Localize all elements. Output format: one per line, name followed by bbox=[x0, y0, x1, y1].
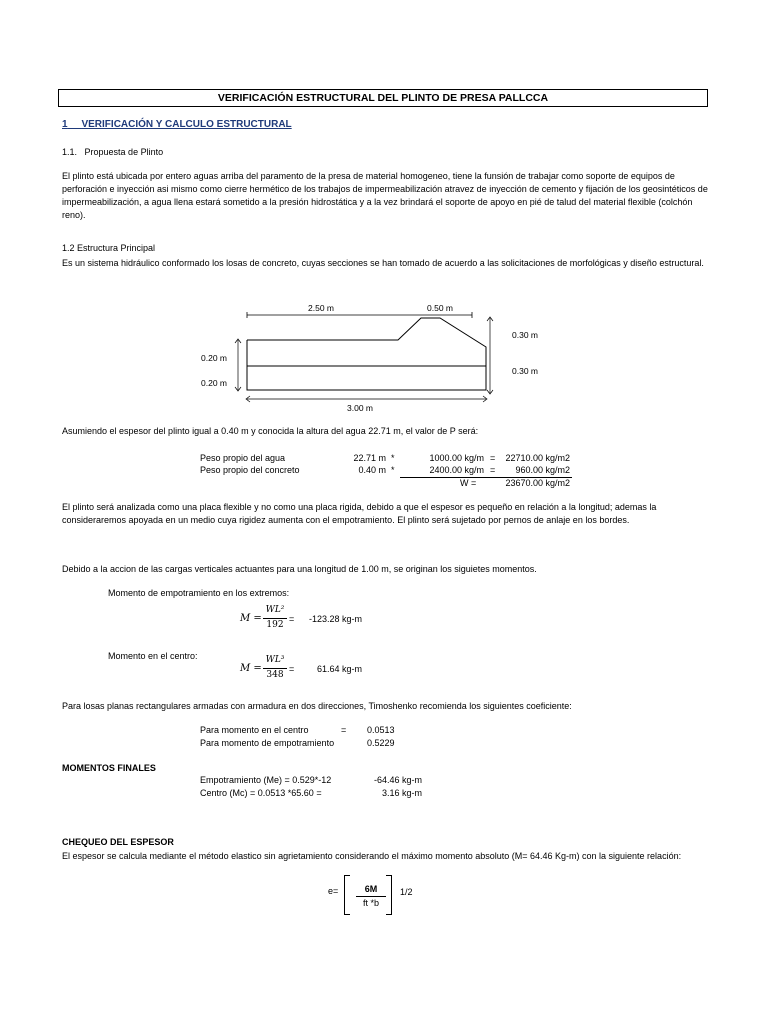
paragraph-loads: Debido a la accion de las cargas verticales actuantes para una longitud de 1.00 m, se originan los siguietes momentos. bbox=[62, 564, 537, 574]
paragraph-timoshenko: Para losas planas rectangulares armadas con armadura en dos direcciones, Timoshenko recomienda los siguientes coeficiente: bbox=[62, 701, 572, 711]
weight-label: Peso propio del concreto bbox=[200, 465, 300, 475]
weight-row-water bbox=[200, 453, 580, 465]
weight-total-row bbox=[460, 478, 570, 490]
subsection-1-2: 1.2 Estructura Principal bbox=[62, 243, 156, 253]
formula-e-lhs: e= bbox=[328, 886, 339, 896]
paragraph-plinto-description: El plinto está ubicada por entero aguas arriba del paramento de la presa de material homogeneo, tiene la funsión de trabajar como soporte de equipos de perforación e inyección asi mismo como cierre hermético de los trabajos de impermeabilización atravez de inyección de cemento y fijación de los geosintéticos de impermeabilización, a agua llena estará sometido a la presión hidrostática y a la vez brindará el soporte de apoyo en pié de talud del material flexible (colchón reno). bbox=[62, 171, 708, 220]
weight-op: * bbox=[391, 453, 395, 463]
dim-left-bottom: 0.20 m bbox=[201, 378, 227, 388]
moment-center-numerator: WL³ bbox=[265, 655, 285, 665]
section-1-heading bbox=[62, 119, 292, 130]
moment-extremes-denominator: 192 bbox=[266, 620, 284, 630]
plinto-section-diagram bbox=[0, 300, 768, 420]
dim-bottom: 3.00 m bbox=[347, 403, 373, 413]
thickness-check-heading: CHEQUEO DEL ESPESOR bbox=[62, 837, 174, 847]
moment-extremes-lhs: M = bbox=[240, 613, 262, 624]
moment-center-value: 61.64 kg-m bbox=[317, 664, 363, 674]
weight-label: Peso propio del agua bbox=[200, 453, 286, 463]
subsection-label: Propuesta de Plinto bbox=[84, 147, 164, 157]
dim-left-top: 0.20 m bbox=[201, 353, 227, 363]
dim-top-left: 2.50 m bbox=[308, 303, 334, 313]
dim-right-top: 0.30 m bbox=[512, 330, 538, 340]
section-label: VERIFICACIÓN Y CALCULO ESTRUCTURAL bbox=[81, 119, 292, 130]
dim-right-bottom: 0.30 m bbox=[512, 366, 538, 376]
formula-left-bracket bbox=[344, 875, 350, 915]
weight-result: 960.00 kg/m2 bbox=[515, 465, 570, 475]
moment-center-eq: = bbox=[289, 664, 295, 674]
weight-density: 2400.00 kg/m bbox=[429, 465, 484, 475]
coef-center-eq: = bbox=[341, 725, 347, 735]
weight-row-concrete bbox=[200, 465, 580, 477]
weight-density: 1000.00 kg/m bbox=[429, 453, 484, 463]
page-title: VERIFICACIÓN ESTRUCTURAL DEL PLINTO DE PRESA PALLCCA bbox=[58, 89, 708, 107]
formula-e-denominator: ft *b bbox=[362, 898, 379, 908]
subsection-1-1 bbox=[62, 147, 163, 157]
coef-center-label: Para momento en el centro bbox=[200, 725, 309, 735]
weight-result: 22710.00 kg/m2 bbox=[505, 453, 570, 463]
final-empot-label: Empotramiento (Me) = 0.529*-12 bbox=[200, 775, 332, 785]
moment-extremes-fraction-line bbox=[263, 618, 287, 619]
final-moments-heading: MOMENTOS FINALES bbox=[62, 763, 156, 773]
weight-total-value: 23670.00 kg/m2 bbox=[505, 478, 570, 488]
moment-center-label: Momento en el centro: bbox=[108, 651, 198, 661]
formula-e-numerator: 6M bbox=[364, 884, 378, 894]
moment-extremes-eq: = bbox=[289, 614, 295, 624]
moment-extremes-value: -123.28 kg-m bbox=[309, 614, 363, 624]
moment-center-fraction-line bbox=[263, 668, 287, 669]
moment-center-denominator: 348 bbox=[266, 670, 284, 680]
paragraph-analysis: El plinto será analizada como una placa flexible y no como una placa rigida, debido a que el espesor es pequeño en relación a la longitud; ademas la consideraremos apoyada en un medio cuya rigidez aumenta con el empotramiento. El plinto será sujetado por pernos de anlaje en los bordes. bbox=[62, 502, 657, 525]
paragraph-structure: Es un sistema hidráulico conformado los losas de concreto, cuyas secciones se han tomado de acuerdo a las solicitaciones de morfológicas y diseño estructural. bbox=[62, 258, 704, 268]
weight-eq: = bbox=[490, 453, 496, 463]
section-number: 1 bbox=[62, 119, 68, 130]
moment-extremes-numerator: WL² bbox=[265, 605, 285, 615]
dim-top-right: 0.50 m bbox=[427, 303, 453, 313]
coef-empot-value: 0.5229 bbox=[367, 738, 395, 748]
formula-e-fraction-line bbox=[356, 896, 386, 897]
paragraph-assumption: Asumiendo el espesor del plinto igual a 0.40 m y conocida la altura del agua 22.71 m, el valor de P será: bbox=[62, 426, 479, 436]
moment-center-lhs: M = bbox=[240, 663, 262, 674]
weight-factor: 0.40 m bbox=[358, 465, 386, 475]
coef-empot-label: Para momento de empotramiento bbox=[200, 738, 335, 748]
moment-extremes-label: Momento de empotramiento en los extremos: bbox=[108, 588, 290, 598]
paragraph-thickness: El espesor se calcula mediante el método elastico sin agrietamiento considerando el máximo momento absoluto (M= 64.46 Kg-m) con la siguiente relación: bbox=[62, 851, 682, 861]
weight-total-label: W = bbox=[460, 478, 477, 488]
weight-factor: 22.71 m bbox=[353, 453, 386, 463]
weight-eq: = bbox=[490, 465, 496, 475]
formula-e-exponent: 1/2 bbox=[400, 887, 413, 897]
coef-center-value: 0.0513 bbox=[367, 725, 395, 735]
subsection-number: 1.1. bbox=[62, 147, 78, 157]
final-empot-value: -64.46 kg-m bbox=[373, 775, 422, 785]
formula-right-bracket bbox=[386, 875, 392, 915]
final-center-value: 3.16 kg-m bbox=[381, 788, 422, 798]
weight-op: * bbox=[391, 465, 395, 475]
final-center-label: Centro (Mc) = 0.0513 *65.60 = bbox=[200, 788, 322, 798]
